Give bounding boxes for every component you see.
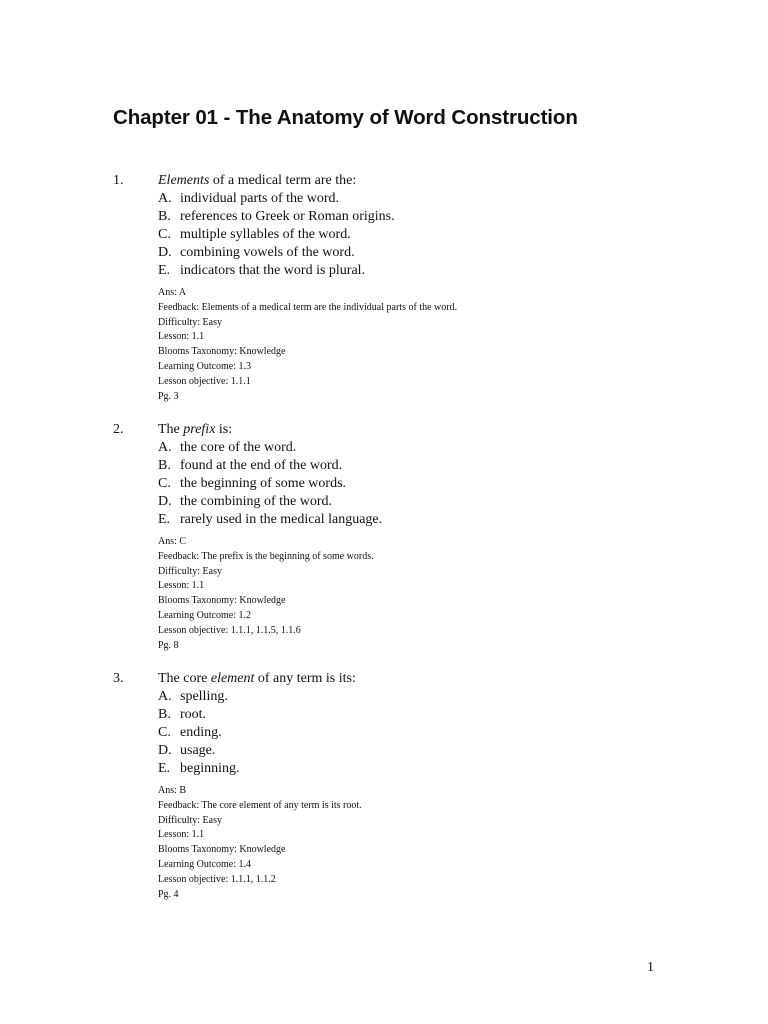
- option-d: D. the combining of the word.: [158, 494, 333, 509]
- answer-metadata: [158, 535, 374, 653]
- option-d: D. combining vowels of the word.: [158, 245, 355, 260]
- question-number: 3.: [113, 671, 124, 686]
- blooms-taxonomy: Blooms Taxonomy: Knowledge: [158, 346, 286, 358]
- question-stem: Elements of a medical term are the:: [158, 173, 357, 188]
- lesson: Lesson: 1.1: [158, 331, 205, 343]
- chapter-title: Chapter 01 - The Anatomy of Word Construction: [113, 106, 578, 129]
- page-reference: Pg. 8: [158, 639, 179, 651]
- stem-emphasis: prefix: [183, 422, 216, 437]
- page-reference: Pg. 3: [158, 390, 179, 402]
- answer-options: [158, 439, 382, 529]
- option-a: A. individual parts of the word.: [158, 191, 340, 206]
- option-b: B. root.: [158, 707, 207, 722]
- learning-outcome: Learning Outcome: 1.3: [158, 360, 252, 372]
- answer-metadata: [158, 286, 457, 404]
- question-number: 1.: [113, 173, 124, 188]
- lesson-objective: Lesson objective: 1.1.1: [158, 375, 251, 387]
- feedback: Feedback: The core element of any term is its root.: [158, 799, 362, 811]
- option-d: D. usage.: [158, 743, 216, 758]
- option-e: E. indicators that the word is plural.: [158, 263, 366, 278]
- blooms-taxonomy: Blooms Taxonomy: Knowledge: [158, 595, 286, 607]
- option-b: B. found at the end of the word.: [158, 458, 343, 473]
- answer-key: Ans: B: [158, 785, 187, 796]
- option-b: B. references to Greek or Roman origins.: [158, 209, 395, 224]
- feedback: Feedback: Elements of a medical term are the individual parts of the word.: [158, 301, 458, 313]
- answer-key: Ans: C: [158, 536, 187, 547]
- feedback: Feedback: The prefix is the beginning of some words.: [158, 550, 374, 562]
- difficulty: Difficulty: Easy: [158, 316, 222, 328]
- learning-outcome: Learning Outcome: 1.2: [158, 609, 252, 621]
- lesson-objective: Lesson objective: 1.1.1, 1.1.5, 1.1.6: [158, 624, 301, 636]
- page-number: 1: [647, 960, 654, 975]
- question-stem: The prefix is:: [158, 422, 233, 437]
- option-c: C. ending.: [158, 725, 222, 740]
- lesson-objective: Lesson objective: 1.1.1, 1.1.2: [158, 873, 276, 885]
- answer-key: Ans: A: [158, 287, 187, 298]
- question-number: 2.: [113, 422, 124, 437]
- lesson: Lesson: 1.1: [158, 829, 205, 841]
- question-stem: The core element of any term is its:: [158, 671, 356, 686]
- difficulty: Difficulty: Easy: [158, 565, 222, 577]
- option-c: C. the beginning of some words.: [158, 476, 347, 491]
- option-a: A. spelling.: [158, 689, 228, 704]
- lesson: Lesson: 1.1: [158, 580, 205, 592]
- difficulty: Difficulty: Easy: [158, 814, 222, 826]
- stem-emphasis: element: [210, 671, 255, 686]
- option-e: E. rarely used in the medical language.: [158, 512, 383, 527]
- learning-outcome: Learning Outcome: 1.4: [158, 858, 252, 870]
- option-a: A. the core of the word.: [158, 440, 297, 455]
- blooms-taxonomy: Blooms Taxonomy: Knowledge: [158, 844, 286, 856]
- option-e: E. beginning.: [158, 761, 240, 776]
- answer-options: [158, 688, 240, 778]
- stem-emphasis: Elements: [158, 173, 210, 188]
- answer-options: [158, 190, 395, 280]
- answer-metadata: [158, 784, 362, 902]
- option-c: C. multiple syllables of the word.: [158, 227, 351, 242]
- page-reference: Pg. 4: [158, 888, 179, 900]
